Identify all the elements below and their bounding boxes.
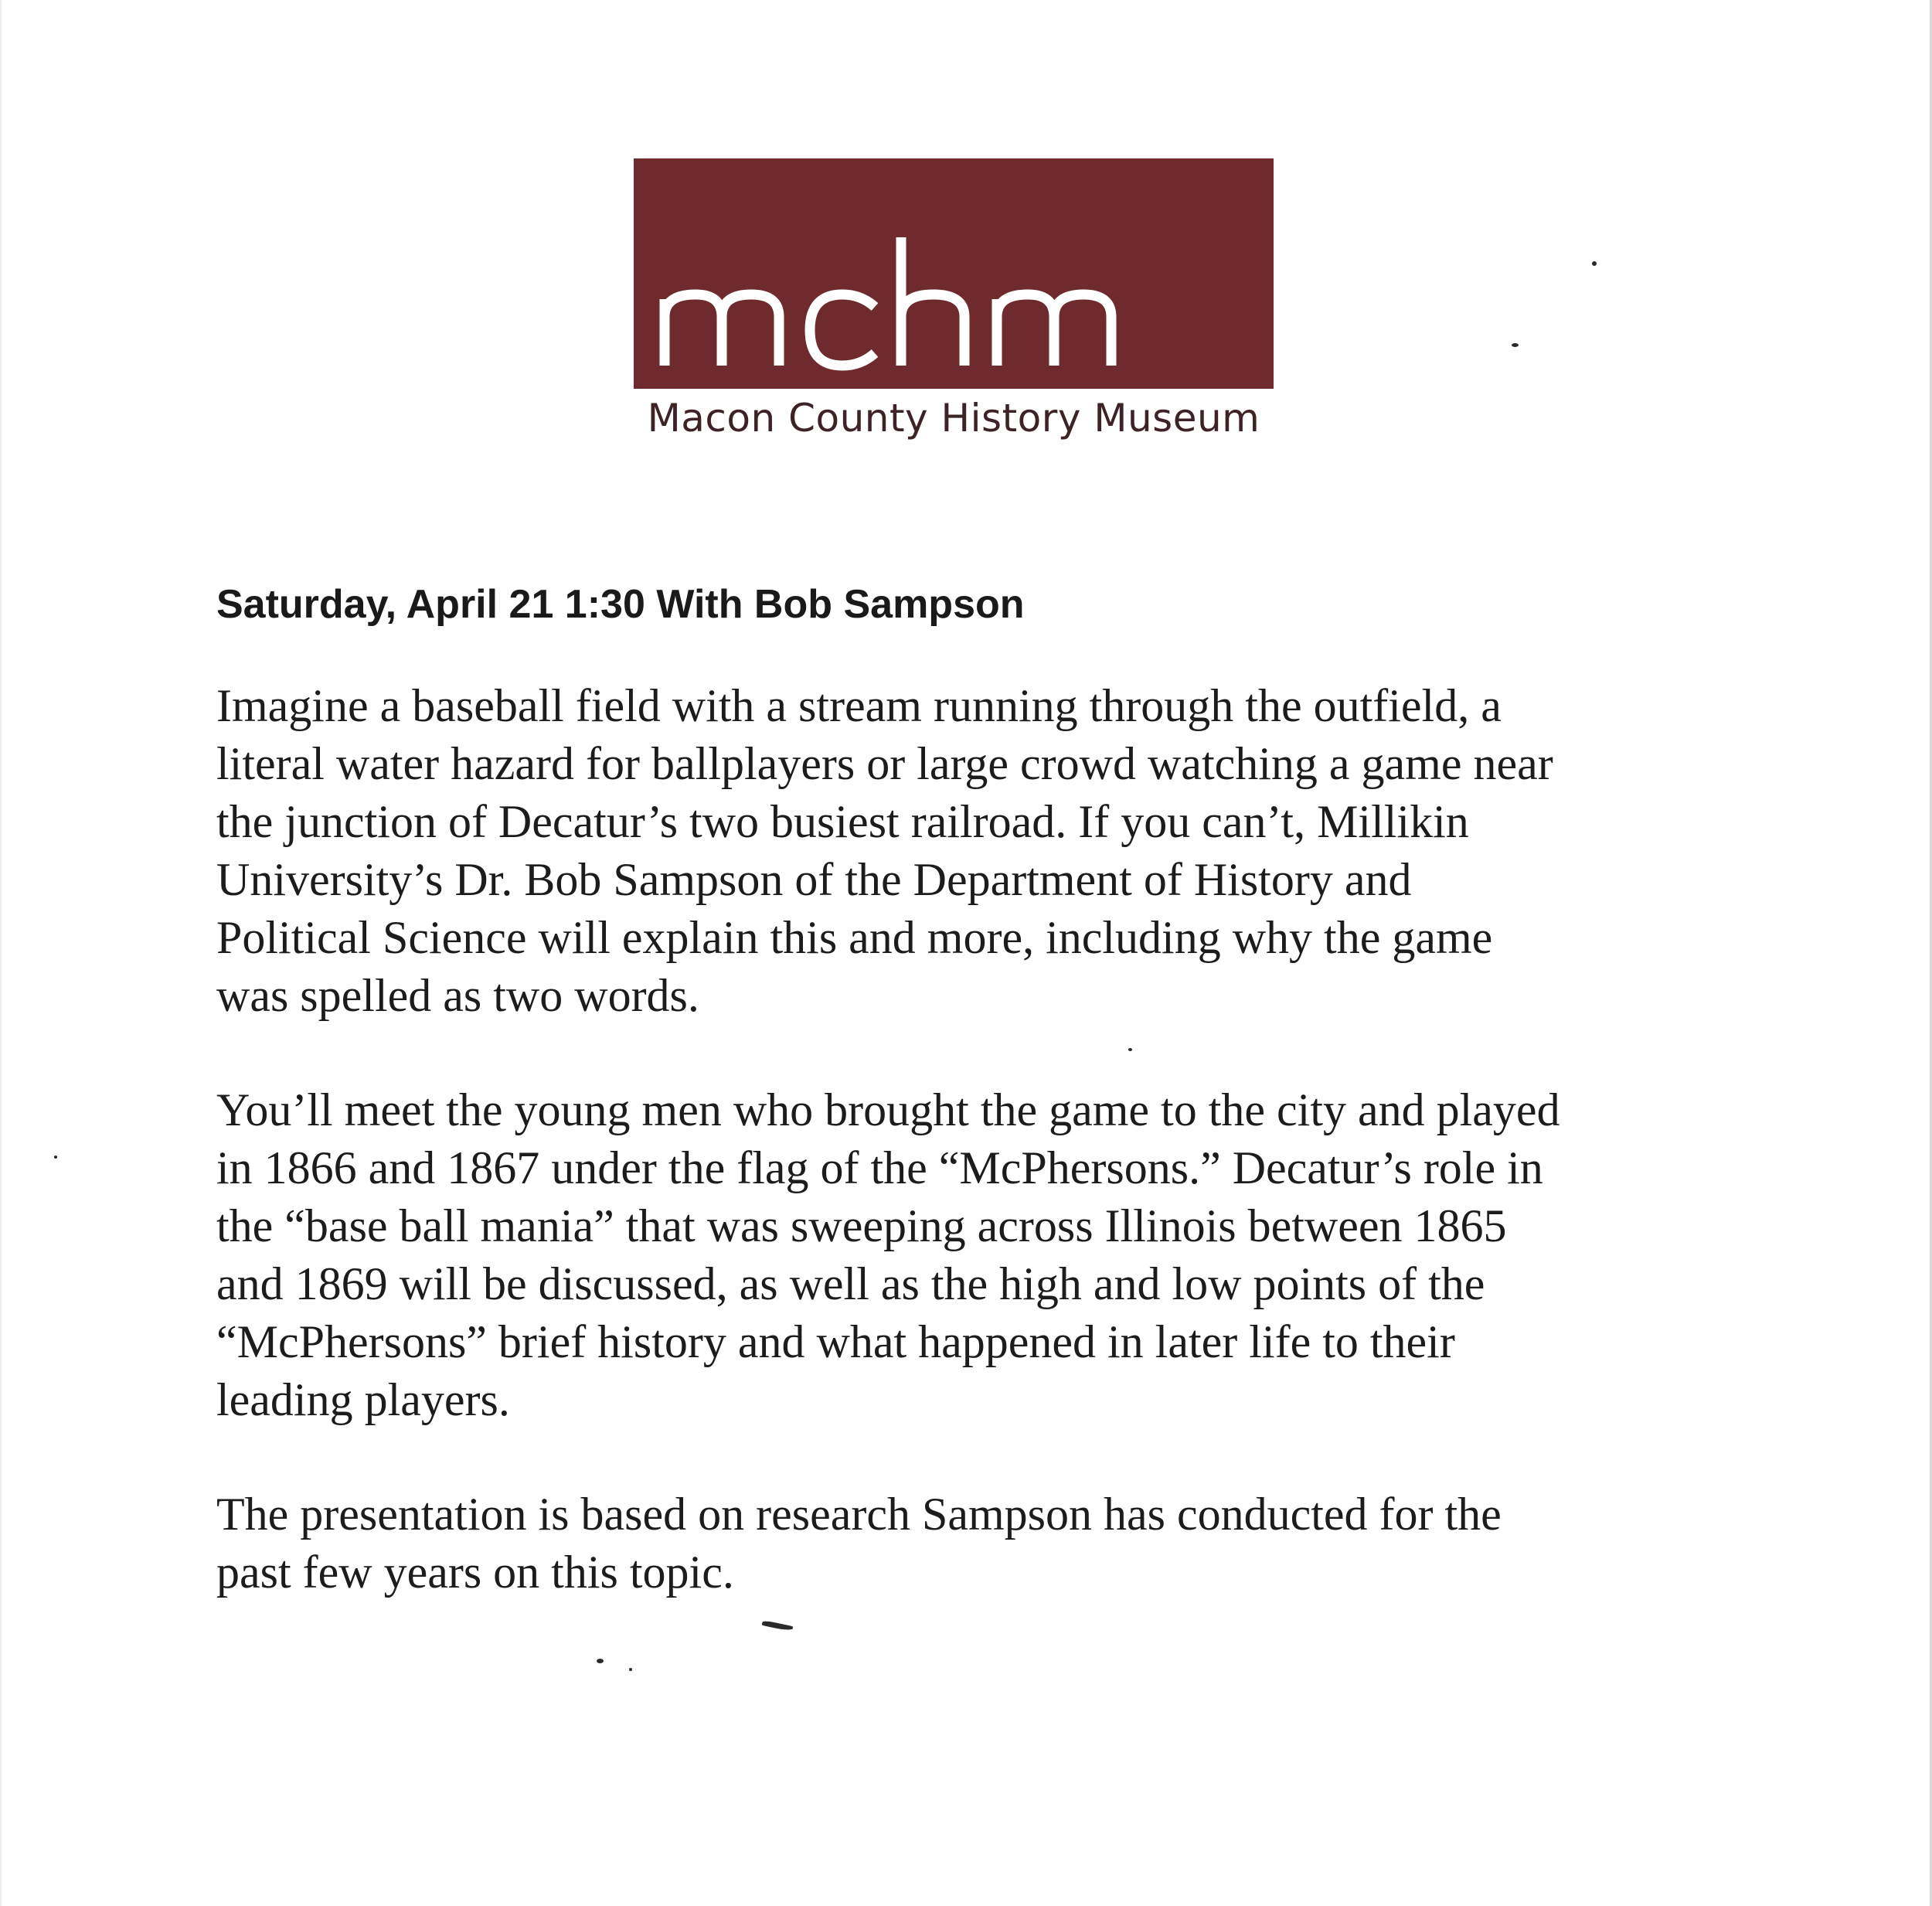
- museum-logo: [634, 158, 1274, 389]
- paragraph-line: in 1866 and 1867 under the flag of the “McPhersons.” Decatur’s role in: [216, 1142, 1543, 1193]
- paragraph-line: the junction of Decatur’s two busiest railroad. If you can’t, Millikin: [216, 796, 1469, 847]
- scan-speck: [762, 1620, 794, 1632]
- scan-speck: [629, 1668, 632, 1671]
- scan-speck: [1592, 261, 1597, 266]
- paragraph-line: the “base ball mania” that was sweeping across Illinois between 1865: [216, 1200, 1507, 1251]
- museum-name: Macon County History Museum: [647, 396, 1260, 441]
- paragraph-intro: [216, 677, 1723, 1025]
- paragraph-line: The presentation is based on research Sampson has conducted for the: [216, 1489, 1502, 1540]
- paragraph-line: University’s Dr. Bob Sampson of the Department of History and: [216, 854, 1412, 905]
- paragraph-line: You’ll meet the young men who brought the game to the city and played: [216, 1084, 1560, 1135]
- scan-speck: [1512, 343, 1519, 347]
- scan-speck: [54, 1156, 57, 1159]
- paragraph-line: past few years on this topic.: [216, 1547, 734, 1598]
- paragraph-line: “McPhersons” brief history and what happened in later life to their: [216, 1316, 1455, 1367]
- paragraph-line: Political Science will explain this and more, including why the game: [216, 912, 1493, 963]
- paragraph-research: [216, 1486, 1723, 1601]
- paragraph-line: leading players.: [216, 1374, 510, 1425]
- paragraph-line: literal water hazard for ballplayers or large crowd watching a game near: [216, 738, 1553, 789]
- page-edge-left: [0, 0, 2, 1906]
- paragraph-line: was spelled as two words.: [216, 970, 699, 1021]
- mchm-logo-mark: [634, 158, 1274, 389]
- paragraph-mcphersons: [216, 1081, 1723, 1429]
- paragraph-line: Imagine a baseball field with a stream running through the outfield, a: [216, 680, 1502, 731]
- scan-speck: [597, 1659, 604, 1663]
- event-heading: Saturday, April 21 1:30 With Bob Sampson: [216, 582, 1025, 627]
- paragraph-line: and 1869 will be discussed, as well as the high and low points of the: [216, 1258, 1485, 1309]
- scan-speck: [1128, 1048, 1132, 1051]
